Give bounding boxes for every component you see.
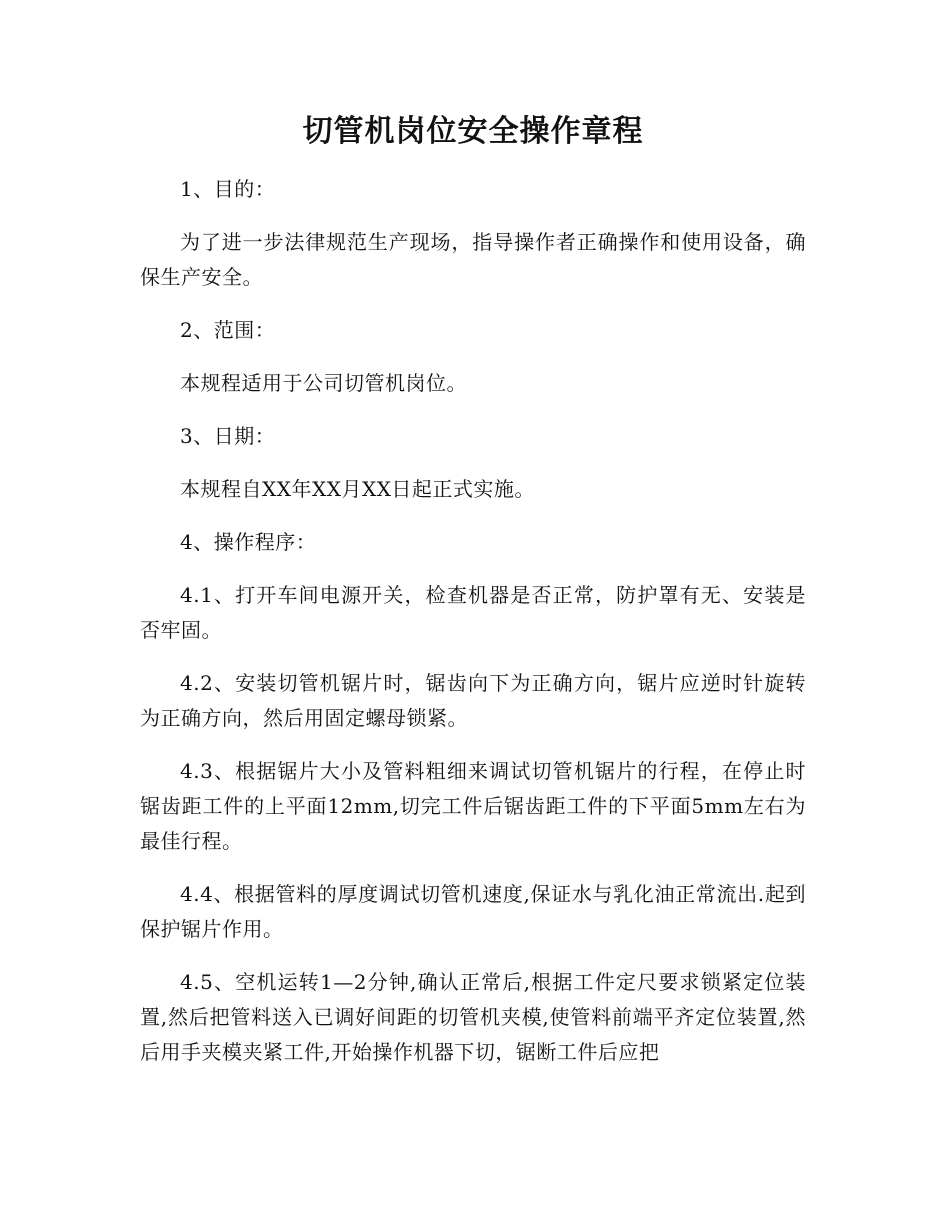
procedure-step-4-5: 4.5、空机运转1—2分钟,确认正常后,根据工件定尺要求锁紧定位装置,然后把管料送入已调好间距的切管机夹模,使管料前端平齐定位装置,然后用手夹模夹紧工件,开始操作机器下切，锯断工件后应把 [140, 970, 806, 1064]
procedure-step-4-3: 4.3、根据锯片大小及管料粗细来调试切管机锯片的行程，在停止时锯齿距工件的上平面12mm,切完工件后锯齿距工件的下平面5mm左右为最佳行程。 [140, 759, 806, 853]
paragraph-date: 本规程自XX年XX月XX日起正式实施。 [180, 477, 535, 501]
procedure-step-4-1: 4.1、打开车间电源开关，检查机器是否正常，防护罩有无、安装是否牢固。 [140, 583, 806, 642]
section-heading-date: 3、日期： [180, 424, 276, 448]
paragraph-purpose: 为了进一步法律规范生产现场，指导操作者正确操作和使用设备，确保生产安全。 [140, 230, 806, 289]
procedure-step-4-4: 4.4、根据管料的厚度调试切管机速度,保证水与乳化油正常流出.起到保护锯片作用。 [140, 882, 806, 941]
section-heading-purpose: 1、目的： [180, 177, 276, 201]
section-heading-scope: 2、范围： [180, 318, 276, 342]
section-heading-procedure: 4、操作程序： [180, 530, 317, 554]
paragraph-scope: 本规程适用于公司切管机岗位。 [180, 371, 467, 395]
document-title: 切管机岗位安全操作章程 [302, 114, 644, 149]
document-body [140, 112, 806, 1088]
procedure-step-4-2: 4.2、安装切管机锯片时，锯齿向下为正确方向，锯片应逆时针旋转为正确方向，然后用固定螺母锁紧。 [140, 671, 806, 730]
